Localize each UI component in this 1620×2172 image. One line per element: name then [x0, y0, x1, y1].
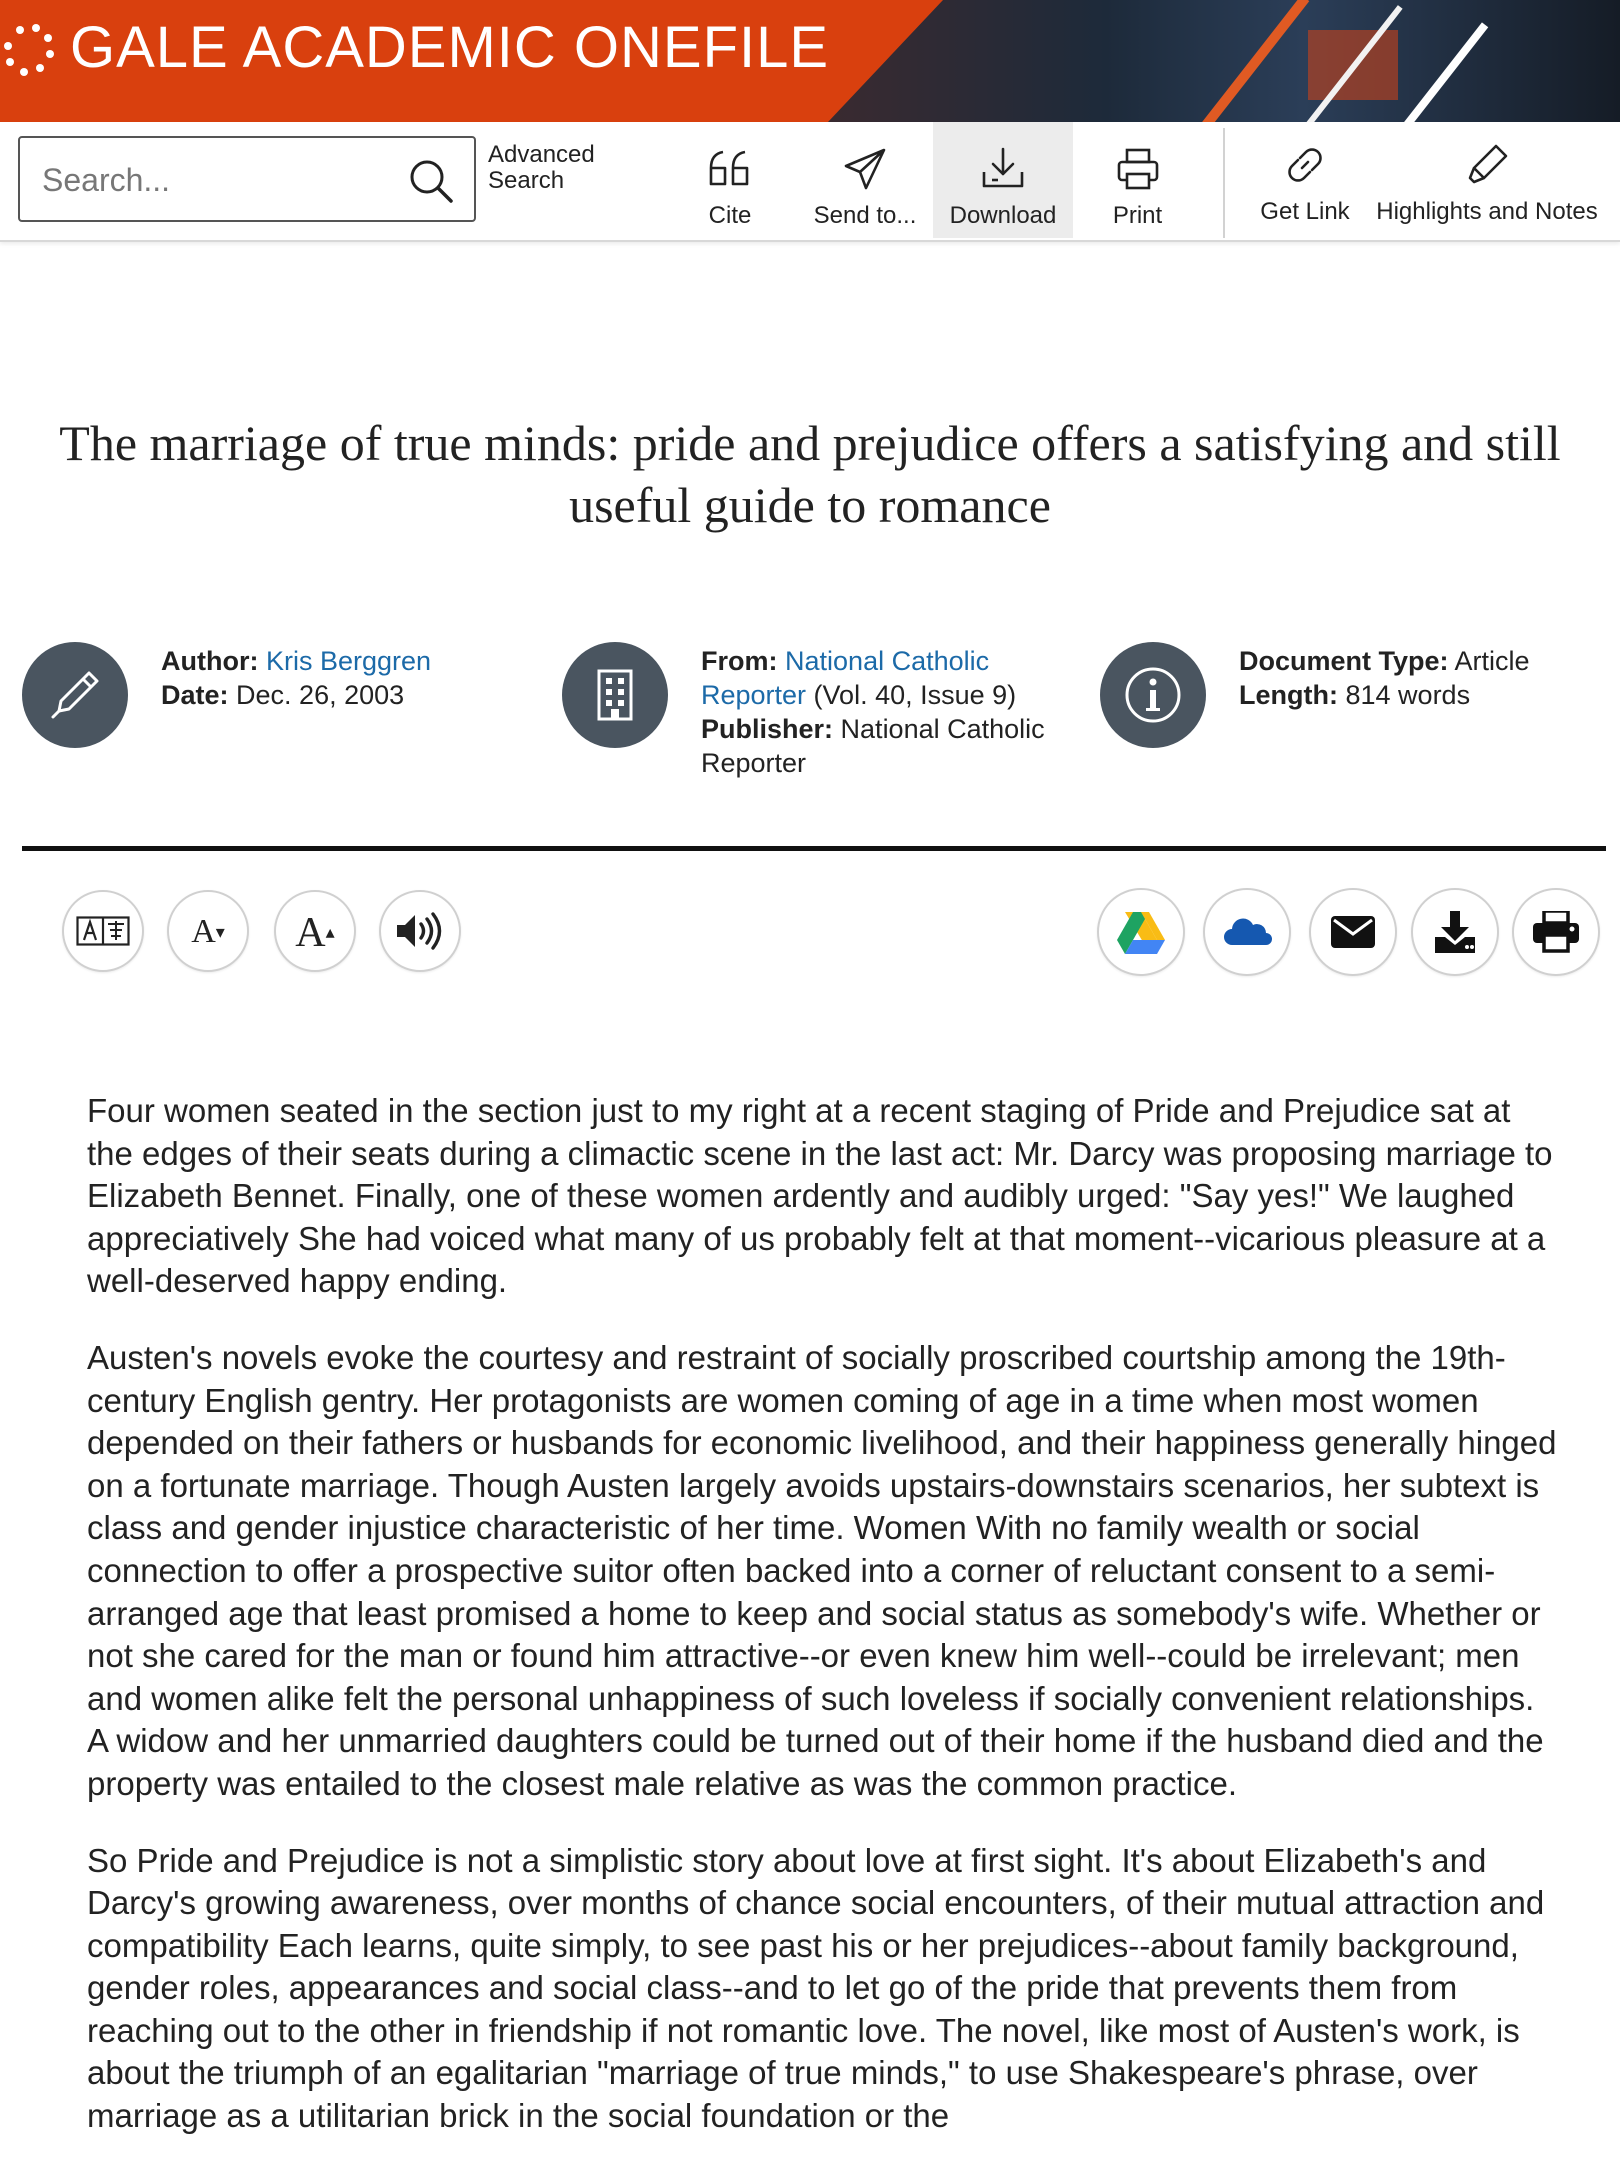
email-icon	[1331, 916, 1375, 948]
increase-font-button[interactable]	[274, 890, 356, 972]
from-label: From:	[701, 646, 778, 676]
link-icon	[1280, 140, 1330, 190]
author-link[interactable]: Kris Berggren	[265, 646, 432, 676]
print-icon	[1533, 911, 1579, 953]
pen-icon	[45, 665, 105, 725]
search-box	[18, 136, 476, 222]
cite-button[interactable]: Cite	[680, 122, 780, 238]
toolbar-separator	[1223, 128, 1225, 238]
paper-plane-icon	[840, 144, 890, 194]
listen-speaker-icon	[395, 911, 445, 951]
download-icon	[1433, 911, 1477, 953]
translate-icon	[76, 916, 130, 946]
toolbar	[0, 122, 1620, 242]
listen-button[interactable]	[379, 890, 461, 972]
author-label: Author:	[161, 646, 259, 676]
publisher-value: National Catholic	[840, 714, 1045, 744]
send-to-button[interactable]: Send to...	[800, 122, 930, 238]
publication-building-badge	[562, 642, 668, 748]
onedrive-button[interactable]	[1203, 888, 1291, 976]
search-input[interactable]	[40, 156, 404, 204]
date-label: Date:	[161, 680, 229, 710]
source-link[interactable]: National Catholic	[785, 646, 990, 676]
google-drive-button[interactable]	[1097, 888, 1185, 976]
doctype-value: Article	[1454, 646, 1530, 676]
decrease-font-button[interactable]	[167, 890, 249, 972]
gale-logo-icon[interactable]	[0, 20, 62, 82]
info-icon	[1123, 665, 1183, 725]
author-pen-badge	[22, 642, 128, 748]
length-label: Length:	[1239, 680, 1338, 710]
section-divider	[22, 846, 1606, 851]
email-button[interactable]	[1309, 888, 1397, 976]
article-paragraph: Four women seated in the section just to my right at a recent staging of Pride and Prejudice sat at the edges of their seats during a climactic scene in the last act: Mr. Darcy was proposing marriage to Elizabeth Bennet. Finally, one of these women ardently and audibly urged: "Say yes!" We laughed appreciatively She had voiced what many of us probably felt at that moment--vicarious pleasure at a well-deserved happy ending.	[87, 1092, 1553, 1300]
building-icon	[585, 665, 645, 725]
onedrive-cloud-icon	[1222, 917, 1272, 947]
header-photo	[828, 0, 1620, 122]
print-circle-button[interactable]	[1512, 888, 1600, 976]
highlighter-icon	[1462, 140, 1512, 190]
info-badge	[1100, 642, 1206, 748]
publisher-label: Publisher:	[701, 714, 834, 744]
article-paragraph: Austen's novels evoke the courtesy and restraint of socially proscribed courtship among the 19th-century English gentry. Her protagonists are women coming of age in a time when most women depended on their fathers or husbands for economic livelihood, and their happiness generally hinged on a fortunate marriage. Though Austen largely avoids upstairs-downstairs scenarios, her subtext is class and gender injustice characteristic of her time. Women With no family wealth or social connection to offer a prospective suitor often backed into a corner of reluctant consent to a semi-arranged age that least promised a home to keep and social status as somebody's wife. Whether or not she cared for the man or found him attractive--or even knew him well--could be irrelevant; men and women alike felt the personal unhappiness of such loveless if socially convenient relationships. A widow and her unmarried daughters could be turned out of their home if the husband died and the property was entailed to the closest male relative as was the common practice.	[87, 1338, 1557, 1802]
brand-title[interactable]: GALE ACADEMIC ONEFILE	[70, 15, 830, 80]
increase-font-icon: A▴	[295, 910, 335, 956]
date-value: Dec. 26, 2003	[236, 680, 405, 710]
decrease-font-icon: A▾	[191, 913, 225, 950]
brand-header	[0, 0, 1620, 122]
source-link-cont[interactable]: Reporter	[701, 680, 807, 710]
printer-icon	[1113, 144, 1163, 194]
document-title: The marriage of true minds: pride and prejudice offers a satisfying and still useful guide to romance	[59, 415, 1561, 533]
highlights-notes-button[interactable]: Highlights and Notes	[1372, 122, 1602, 238]
article-body	[87, 1090, 1557, 2172]
source-volume: (Vol. 40, Issue 9)	[806, 680, 1017, 710]
download-tray-icon	[978, 144, 1028, 194]
doctype-label: Document Type:	[1239, 646, 1449, 676]
download-circle-button[interactable]	[1411, 888, 1499, 976]
quote-icon	[705, 144, 755, 194]
length-value: 814 words	[1345, 680, 1471, 710]
translate-button[interactable]	[62, 890, 144, 972]
print-button[interactable]: Print	[1090, 122, 1185, 238]
article-paragraph: So Pride and Prejudice is not a simplistic story about love at first sight. It's about Elizabeth's and Darcy's growing awareness, over months of chance social encounters, of their mutual attraction and compatibility Each learns, quite simply, to see past his or her prejudices--about family background, gender roles, appearances and social class--and to let go of the pride that prevents them from reaching out to the other in friendship if not romantic love. The novel, like most of Austen's work, is about the triumph of an egalitarian "marriage of true minds," to use Shakespeare's phrase, over marriage as a utilitarian brick in the social foundation or the	[87, 1841, 1545, 2135]
publisher-value-cont: Reporter	[701, 748, 807, 778]
search-icon[interactable]	[408, 158, 454, 204]
download-button[interactable]: Download	[933, 122, 1073, 238]
google-drive-icon	[1116, 910, 1166, 954]
get-link-button[interactable]: Get Link	[1250, 122, 1360, 238]
advanced-search-link[interactable]: Advanced Search	[488, 141, 595, 194]
